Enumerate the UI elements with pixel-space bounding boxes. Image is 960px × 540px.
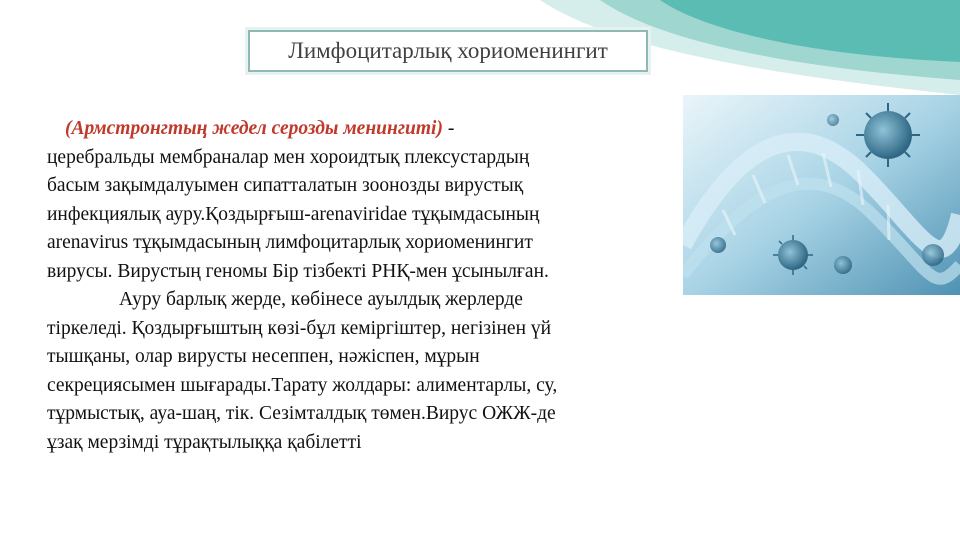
paragraph-line: тіркеледі. Қоздырғыштың көзі-бұл кеміргіштер, негізінен үй xyxy=(47,317,552,339)
subtitle-highlight: (Армстронгтың жедел серозды менингиті) xyxy=(65,118,443,139)
slide-title: Лимфоцитарлық хориоменингит xyxy=(288,38,608,63)
paragraph-line: вирусы. Вирустың геномы Бір тізбекті РНҚ-мен ұсынылған. xyxy=(47,260,549,282)
paragraph-line: тышқаны, олар вирусты несеппен, нәжіспен, мұрын xyxy=(47,346,480,367)
body-text xyxy=(47,115,687,457)
subtitle-line xyxy=(47,115,687,144)
paragraph-line: arenavirus тұқымдасының лимфоцитарлық хориоменингит xyxy=(47,232,533,253)
paragraph-line: басым зақымдалуымен сипатталатын зоонозды вирустық xyxy=(47,175,524,196)
subtitle-dash: - xyxy=(442,118,455,139)
virus-dna-illustration xyxy=(683,95,960,295)
paragraph-line: инфекциялық ауру.Қоздырғыш-arenaviridae тұқымдасының xyxy=(47,203,540,225)
paragraph-line: тұрмыстық, ауа-шаң, тік. Сезімталдық төмен.Вирус ОЖЖ-де xyxy=(47,403,556,424)
paragraph-line: секрециясымен шығарады.Тарату жолдары: алиментарлы, су, xyxy=(47,374,558,396)
paragraph-line: Ауру барлық жерде, көбінесе ауылдық жерлерде xyxy=(119,289,523,310)
title-box xyxy=(248,30,648,72)
paragraph-line: ұзақ мерзімді тұрақтылыққа қабілетті xyxy=(47,431,362,453)
paragraph-line: церебральды мембраналар мен хороидтық плексустардың xyxy=(47,146,530,168)
